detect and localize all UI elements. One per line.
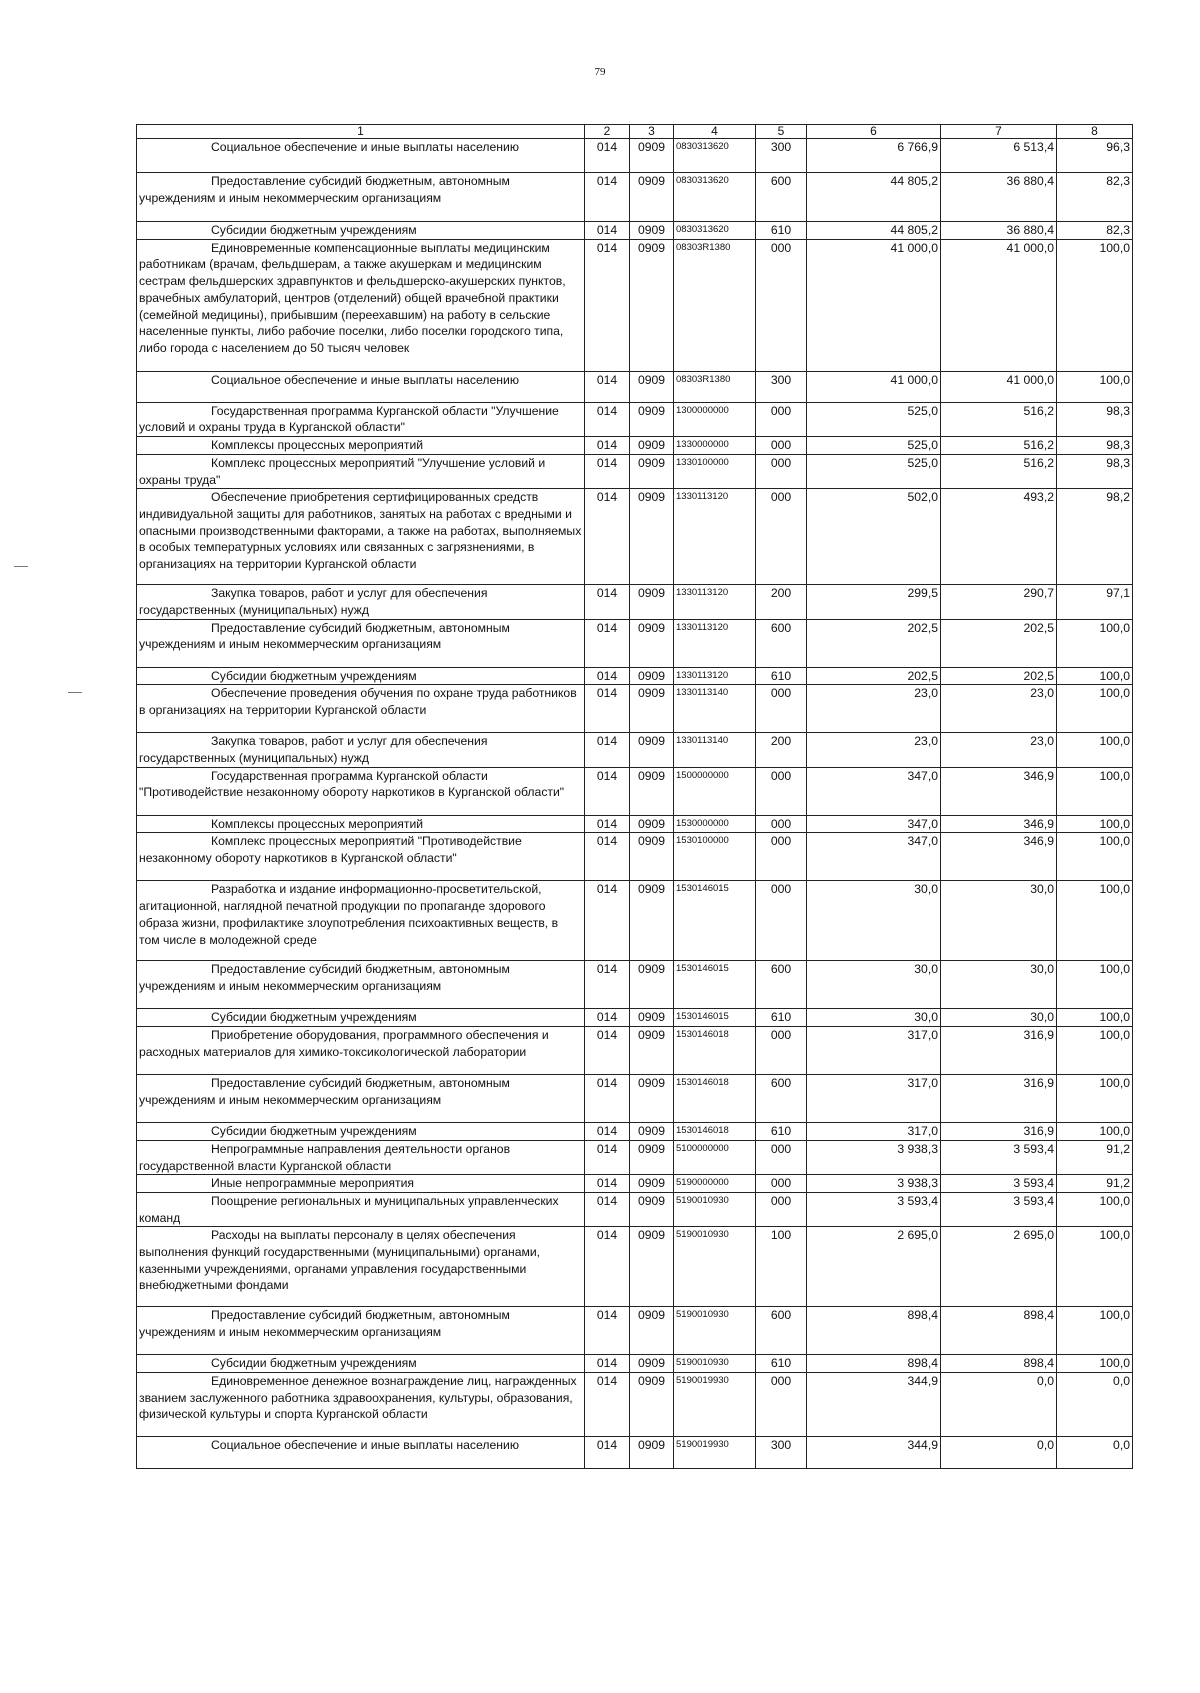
section-code: 0909 <box>630 1075 674 1123</box>
expense-type-code: 200 <box>756 585 807 619</box>
column-header: 4 <box>674 125 756 139</box>
expense-type-code: 000 <box>756 239 807 371</box>
executed-amount: 898,4 <box>941 1307 1057 1355</box>
table-row <box>137 767 1133 815</box>
chapter-code: 014 <box>585 454 630 488</box>
chapter-code: 014 <box>585 733 630 767</box>
executed-amount: 316,9 <box>941 1027 1057 1075</box>
chapter-code: 014 <box>585 1192 630 1226</box>
planned-amount: 44 805,2 <box>807 173 941 222</box>
column-header: 3 <box>630 125 674 139</box>
expense-type-code: 300 <box>756 139 807 173</box>
table-row <box>137 619 1133 667</box>
table-row <box>137 1227 1133 1307</box>
expense-type-code: 610 <box>756 222 807 240</box>
chapter-code: 014 <box>585 585 630 619</box>
section-code: 0909 <box>630 489 674 585</box>
planned-amount: 23,0 <box>807 685 941 733</box>
column-number-header <box>137 125 1133 139</box>
executed-amount: 346,9 <box>941 833 1057 881</box>
target-article-code: 5190000000 <box>674 1175 756 1193</box>
planned-amount: 344,9 <box>807 1373 941 1437</box>
chapter-code: 014 <box>585 1140 630 1174</box>
chapter-code: 014 <box>585 139 630 173</box>
item-name: Единовременные компенсационные выплаты медицинским работникам (врачам, фельдшерам, а также акушеркам и медицинским сестрам фельдшерских здравпунктов и фельдшерско-акушерских пунктов, врачебных амбулаторий, центров (отделений) общей врачебной практики (семейной медицины), прибывшим (переехавшим) на работу в сельские населенные пункты, либо рабочие поселки, либо поселки городского типа, либо города с населением до 50 тысяч человек <box>137 239 585 371</box>
chapter-code: 014 <box>585 1373 630 1437</box>
chapter-code: 014 <box>585 173 630 222</box>
table-row <box>137 1355 1133 1373</box>
table-row <box>137 667 1133 685</box>
expense-type-code: 610 <box>756 667 807 685</box>
expense-type-code: 000 <box>756 815 807 833</box>
table-row <box>137 489 1133 585</box>
expense-type-code: 300 <box>756 1437 807 1469</box>
executed-amount: 346,9 <box>941 815 1057 833</box>
section-code: 0909 <box>630 1192 674 1226</box>
item-name: Субсидии бюджетным учреждениям <box>137 1009 585 1027</box>
table-row <box>137 371 1133 402</box>
item-name: Субсидии бюджетным учреждениям <box>137 1123 585 1141</box>
expense-type-code: 000 <box>756 437 807 455</box>
planned-amount: 3 938,3 <box>807 1140 941 1174</box>
target-article-code: 1530146015 <box>674 881 756 961</box>
planned-amount: 525,0 <box>807 402 941 436</box>
planned-amount: 898,4 <box>807 1307 941 1355</box>
target-article-code: 5190010930 <box>674 1227 756 1307</box>
section-code: 0909 <box>630 619 674 667</box>
table-row <box>137 685 1133 733</box>
item-name: Комплекс процессных мероприятий "Улучшение условий и охраны труда" <box>137 454 585 488</box>
item-name: Предоставление субсидий бюджетным, автономным учреждениям и иным некоммерческим организациям <box>137 173 585 222</box>
column-header: 1 <box>137 125 585 139</box>
expense-type-code: 000 <box>756 1027 807 1075</box>
section-code: 0909 <box>630 881 674 961</box>
chapter-code: 014 <box>585 222 630 240</box>
expense-type-code: 000 <box>756 402 807 436</box>
target-article-code: 1530146018 <box>674 1027 756 1075</box>
execution-percent: 91,2 <box>1057 1140 1133 1174</box>
expense-type-code: 600 <box>756 1075 807 1123</box>
execution-percent: 98,3 <box>1057 437 1133 455</box>
execution-percent: 98,3 <box>1057 402 1133 436</box>
item-name: Закупка товаров, работ и услуг для обеспечения государственных (муниципальных) нужд <box>137 585 585 619</box>
column-header: 6 <box>807 125 941 139</box>
section-code: 0909 <box>630 1140 674 1174</box>
item-name: Единовременное денежное вознаграждение лиц, награжденных званием заслуженного работника здравоохранения, культуры, образования, физической культуры и спорта Курганской области <box>137 1373 585 1437</box>
item-name: Разработка и издание информационно-просветительской, агитационной, наглядной печатной продукции по пропаганде здорового образа жизни, профилактике злоупотребления психоактивных веществ, в том числе в молодежной среде <box>137 881 585 961</box>
chapter-code: 014 <box>585 239 630 371</box>
executed-amount: 3 593,4 <box>941 1192 1057 1226</box>
section-code: 0909 <box>630 667 674 685</box>
column-header: 2 <box>585 125 630 139</box>
item-name: Социальное обеспечение и иные выплаты населению <box>137 371 585 402</box>
target-article-code: 5190019930 <box>674 1437 756 1469</box>
target-article-code: 1330100000 <box>674 454 756 488</box>
item-name: Поощрение региональных и муниципальных управленческих команд <box>137 1192 585 1226</box>
target-article-code: 08303R1380 <box>674 371 756 402</box>
section-code: 0909 <box>630 833 674 881</box>
section-code: 0909 <box>630 1175 674 1193</box>
executed-amount: 41 000,0 <box>941 239 1057 371</box>
planned-amount: 525,0 <box>807 437 941 455</box>
execution-percent: 91,2 <box>1057 1175 1133 1193</box>
expense-type-code: 600 <box>756 961 807 1009</box>
section-code: 0909 <box>630 239 674 371</box>
expense-type-code: 610 <box>756 1009 807 1027</box>
execution-percent: 100,0 <box>1057 667 1133 685</box>
execution-percent: 96,3 <box>1057 139 1133 173</box>
expense-type-code: 000 <box>756 1175 807 1193</box>
expense-type-code: 600 <box>756 619 807 667</box>
chapter-code: 014 <box>585 1027 630 1075</box>
expense-type-code: 000 <box>756 489 807 585</box>
column-header: 8 <box>1057 125 1133 139</box>
target-article-code: 1530146018 <box>674 1075 756 1123</box>
execution-percent: 100,0 <box>1057 1227 1133 1307</box>
item-name: Предоставление субсидий бюджетным, автономным учреждениям и иным некоммерческим организациям <box>137 1075 585 1123</box>
section-code: 0909 <box>630 437 674 455</box>
scan-mark <box>68 692 82 693</box>
table-row <box>137 1437 1133 1469</box>
expense-type-code: 000 <box>756 1373 807 1437</box>
execution-percent: 100,0 <box>1057 1075 1133 1123</box>
target-article-code: 1330113140 <box>674 733 756 767</box>
executed-amount: 516,2 <box>941 437 1057 455</box>
table-row <box>137 402 1133 436</box>
planned-amount: 3 938,3 <box>807 1175 941 1193</box>
expense-type-code: 200 <box>756 733 807 767</box>
executed-amount: 30,0 <box>941 881 1057 961</box>
target-article-code: 0830313620 <box>674 139 756 173</box>
target-article-code: 1330113120 <box>674 489 756 585</box>
executed-amount: 30,0 <box>941 1009 1057 1027</box>
item-name: Обеспечение приобретения сертифицированных средств индивидуальной защиты для работников, занятых на работах с вредными и опасными производственными факторами, а также на работах, выполняемых в особых температурных условиях или связанных с загрязнениями, в организациях на территории Курганской области <box>137 489 585 585</box>
item-name: Непрограммные направления деятельности органов государственной власти Курганской области <box>137 1140 585 1174</box>
execution-percent: 100,0 <box>1057 833 1133 881</box>
chapter-code: 014 <box>585 1075 630 1123</box>
expense-type-code: 000 <box>756 767 807 815</box>
executed-amount: 316,9 <box>941 1075 1057 1123</box>
scan-mark <box>14 566 28 567</box>
expense-type-code: 610 <box>756 1123 807 1141</box>
chapter-code: 014 <box>585 371 630 402</box>
budget-table <box>136 124 1133 1469</box>
chapter-code: 014 <box>585 1307 630 1355</box>
item-name: Предоставление субсидий бюджетным, автономным учреждениям и иным некоммерческим организациям <box>137 1307 585 1355</box>
expense-type-code: 000 <box>756 833 807 881</box>
chapter-code: 014 <box>585 961 630 1009</box>
expense-type-code: 600 <box>756 173 807 222</box>
section-code: 0909 <box>630 815 674 833</box>
execution-percent: 0,0 <box>1057 1437 1133 1469</box>
planned-amount: 30,0 <box>807 961 941 1009</box>
target-article-code: 1300000000 <box>674 402 756 436</box>
chapter-code: 014 <box>585 667 630 685</box>
planned-amount: 502,0 <box>807 489 941 585</box>
section-code: 0909 <box>630 173 674 222</box>
table-row <box>137 1140 1133 1174</box>
planned-amount: 30,0 <box>807 881 941 961</box>
chapter-code: 014 <box>585 1123 630 1141</box>
chapter-code: 014 <box>585 1437 630 1469</box>
expense-type-code: 000 <box>756 881 807 961</box>
section-code: 0909 <box>630 1307 674 1355</box>
item-name: Субсидии бюджетным учреждениям <box>137 667 585 685</box>
chapter-code: 014 <box>585 815 630 833</box>
execution-percent: 100,0 <box>1057 1307 1133 1355</box>
section-code: 0909 <box>630 1227 674 1307</box>
execution-percent: 98,2 <box>1057 489 1133 585</box>
item-name: Иные непрограммные мероприятия <box>137 1175 585 1193</box>
section-code: 0909 <box>630 1009 674 1027</box>
table-row <box>137 881 1133 961</box>
execution-percent: 98,3 <box>1057 454 1133 488</box>
item-name: Предоставление субсидий бюджетным, автономным учреждениям и иным некоммерческим организациям <box>137 619 585 667</box>
table-row <box>137 733 1133 767</box>
table-row <box>137 1373 1133 1437</box>
item-name: Комплекс процессных мероприятий "Противодействие незаконному обороту наркотиков в Курганской области" <box>137 833 585 881</box>
item-name: Субсидии бюджетным учреждениям <box>137 222 585 240</box>
expense-type-code: 610 <box>756 1355 807 1373</box>
table-row <box>137 833 1133 881</box>
target-article-code: 5190019930 <box>674 1373 756 1437</box>
expense-type-code: 300 <box>756 371 807 402</box>
item-name: Государственная программа Курганской области "Противодействие незаконному обороту наркотиков в Курганской области" <box>137 767 585 815</box>
planned-amount: 299,5 <box>807 585 941 619</box>
execution-percent: 0,0 <box>1057 1373 1133 1437</box>
chapter-code: 014 <box>585 767 630 815</box>
target-article-code: 1330113120 <box>674 619 756 667</box>
chapter-code: 014 <box>585 685 630 733</box>
planned-amount: 6 766,9 <box>807 139 941 173</box>
section-code: 0909 <box>630 402 674 436</box>
table-row <box>137 585 1133 619</box>
planned-amount: 525,0 <box>807 454 941 488</box>
executed-amount: 6 513,4 <box>941 139 1057 173</box>
table-row <box>137 139 1133 173</box>
planned-amount: 317,0 <box>807 1075 941 1123</box>
execution-percent: 100,0 <box>1057 1123 1133 1141</box>
target-article-code: 1530146015 <box>674 1009 756 1027</box>
executed-amount: 2 695,0 <box>941 1227 1057 1307</box>
section-code: 0909 <box>630 139 674 173</box>
item-name: Комплексы процессных мероприятий <box>137 437 585 455</box>
column-header: 5 <box>756 125 807 139</box>
executed-amount: 202,5 <box>941 667 1057 685</box>
executed-amount: 23,0 <box>941 733 1057 767</box>
planned-amount: 41 000,0 <box>807 239 941 371</box>
expense-type-code: 100 <box>756 1227 807 1307</box>
execution-percent: 100,0 <box>1057 1355 1133 1373</box>
execution-percent: 100,0 <box>1057 1027 1133 1075</box>
target-article-code: 1500000000 <box>674 767 756 815</box>
execution-percent: 97,1 <box>1057 585 1133 619</box>
executed-amount: 23,0 <box>941 685 1057 733</box>
item-name: Приобретение оборудования, программного обеспечения и расходных материалов для химико-токсикологической лаборатории <box>137 1027 585 1075</box>
target-article-code: 5190010930 <box>674 1307 756 1355</box>
chapter-code: 014 <box>585 402 630 436</box>
execution-percent: 100,0 <box>1057 685 1133 733</box>
planned-amount: 898,4 <box>807 1355 941 1373</box>
item-name: Социальное обеспечение и иные выплаты населению <box>137 139 585 173</box>
section-code: 0909 <box>630 585 674 619</box>
table-row <box>137 454 1133 488</box>
table-row <box>137 1027 1133 1075</box>
executed-amount: 3 593,4 <box>941 1140 1057 1174</box>
item-name: Государственная программа Курганской области "Улучшение условий и охраны труда в Курганской области" <box>137 402 585 436</box>
chapter-code: 014 <box>585 619 630 667</box>
executed-amount: 516,2 <box>941 402 1057 436</box>
target-article-code: 0830313620 <box>674 173 756 222</box>
executed-amount: 41 000,0 <box>941 371 1057 402</box>
execution-percent: 100,0 <box>1057 881 1133 961</box>
section-code: 0909 <box>630 222 674 240</box>
section-code: 0909 <box>630 1355 674 1373</box>
planned-amount: 317,0 <box>807 1027 941 1075</box>
target-article-code: 1530146015 <box>674 961 756 1009</box>
chapter-code: 014 <box>585 1175 630 1193</box>
execution-percent: 100,0 <box>1057 961 1133 1009</box>
chapter-code: 014 <box>585 489 630 585</box>
item-name: Субсидии бюджетным учреждениям <box>137 1355 585 1373</box>
target-article-code: 5100000000 <box>674 1140 756 1174</box>
table-row <box>137 437 1133 455</box>
item-name: Расходы на выплаты персоналу в целях обеспечения выполнения функций государственными (муниципальными) органами, казенными учреждениями, органами управления государственными внебюджетными фондами <box>137 1227 585 1307</box>
planned-amount: 41 000,0 <box>807 371 941 402</box>
planned-amount: 344,9 <box>807 1437 941 1469</box>
item-name: Предоставление субсидий бюджетным, автономным учреждениям и иным некоммерческим организациям <box>137 961 585 1009</box>
execution-percent: 100,0 <box>1057 1009 1133 1027</box>
table-row <box>137 1009 1133 1027</box>
expense-type-code: 000 <box>756 685 807 733</box>
expense-type-code: 600 <box>756 1307 807 1355</box>
target-article-code: 1530000000 <box>674 815 756 833</box>
target-article-code: 1330113120 <box>674 667 756 685</box>
planned-amount: 44 805,2 <box>807 222 941 240</box>
table-row <box>137 1075 1133 1123</box>
chapter-code: 014 <box>585 437 630 455</box>
target-article-code: 1330113120 <box>674 585 756 619</box>
planned-amount: 347,0 <box>807 767 941 815</box>
target-article-code: 5190010930 <box>674 1192 756 1226</box>
executed-amount: 346,9 <box>941 767 1057 815</box>
section-code: 0909 <box>630 454 674 488</box>
executed-amount: 0,0 <box>941 1373 1057 1437</box>
execution-percent: 100,0 <box>1057 767 1133 815</box>
table-row <box>137 173 1133 222</box>
chapter-code: 014 <box>585 833 630 881</box>
table-row <box>137 239 1133 371</box>
table-row <box>137 1192 1133 1226</box>
item-name: Обеспечение проведения обучения по охране труда работников в организациях на территории Курганской области <box>137 685 585 733</box>
section-code: 0909 <box>630 1373 674 1437</box>
executed-amount: 202,5 <box>941 619 1057 667</box>
execution-percent: 82,3 <box>1057 173 1133 222</box>
planned-amount: 202,5 <box>807 667 941 685</box>
section-code: 0909 <box>630 1027 674 1075</box>
executed-amount: 493,2 <box>941 489 1057 585</box>
executed-amount: 0,0 <box>941 1437 1057 1469</box>
section-code: 0909 <box>630 1123 674 1141</box>
target-article-code: 1530100000 <box>674 833 756 881</box>
planned-amount: 23,0 <box>807 733 941 767</box>
table-row <box>137 1123 1133 1141</box>
section-code: 0909 <box>630 733 674 767</box>
table-row <box>137 961 1133 1009</box>
planned-amount: 30,0 <box>807 1009 941 1027</box>
expense-type-code: 000 <box>756 454 807 488</box>
execution-percent: 82,3 <box>1057 222 1133 240</box>
item-name: Социальное обеспечение и иные выплаты населению <box>137 1437 585 1469</box>
execution-percent: 100,0 <box>1057 815 1133 833</box>
target-article-code: 1330000000 <box>674 437 756 455</box>
planned-amount: 317,0 <box>807 1123 941 1141</box>
executed-amount: 36 880,4 <box>941 222 1057 240</box>
executed-amount: 36 880,4 <box>941 173 1057 222</box>
chapter-code: 014 <box>585 881 630 961</box>
target-article-code: 1530146018 <box>674 1123 756 1141</box>
table-row <box>137 1307 1133 1355</box>
target-article-code: 08303R1380 <box>674 239 756 371</box>
executed-amount: 3 593,4 <box>941 1175 1057 1193</box>
table-row <box>137 1175 1133 1193</box>
target-article-code: 0830313620 <box>674 222 756 240</box>
expense-type-code: 000 <box>756 1140 807 1174</box>
planned-amount: 202,5 <box>807 619 941 667</box>
item-name: Закупка товаров, работ и услуг для обеспечения государственных (муниципальных) нужд <box>137 733 585 767</box>
section-code: 0909 <box>630 961 674 1009</box>
expense-type-code: 000 <box>756 1192 807 1226</box>
planned-amount: 3 593,4 <box>807 1192 941 1226</box>
item-name: Комплексы процессных мероприятий <box>137 815 585 833</box>
execution-percent: 100,0 <box>1057 733 1133 767</box>
table-row <box>137 815 1133 833</box>
chapter-code: 014 <box>585 1227 630 1307</box>
execution-percent: 100,0 <box>1057 619 1133 667</box>
execution-percent: 100,0 <box>1057 1192 1133 1226</box>
section-code: 0909 <box>630 371 674 402</box>
executed-amount: 290,7 <box>941 585 1057 619</box>
executed-amount: 30,0 <box>941 961 1057 1009</box>
section-code: 0909 <box>630 1437 674 1469</box>
planned-amount: 347,0 <box>807 833 941 881</box>
column-header: 7 <box>941 125 1057 139</box>
executed-amount: 898,4 <box>941 1355 1057 1373</box>
planned-amount: 347,0 <box>807 815 941 833</box>
chapter-code: 014 <box>585 1009 630 1027</box>
executed-amount: 316,9 <box>941 1123 1057 1141</box>
section-code: 0909 <box>630 767 674 815</box>
page-number: 79 <box>594 66 606 78</box>
chapter-code: 014 <box>585 1355 630 1373</box>
section-code: 0909 <box>630 685 674 733</box>
execution-percent: 100,0 <box>1057 239 1133 371</box>
planned-amount: 2 695,0 <box>807 1227 941 1307</box>
target-article-code: 5190010930 <box>674 1355 756 1373</box>
table-row <box>137 222 1133 240</box>
target-article-code: 1330113140 <box>674 685 756 733</box>
executed-amount: 516,2 <box>941 454 1057 488</box>
execution-percent: 100,0 <box>1057 371 1133 402</box>
